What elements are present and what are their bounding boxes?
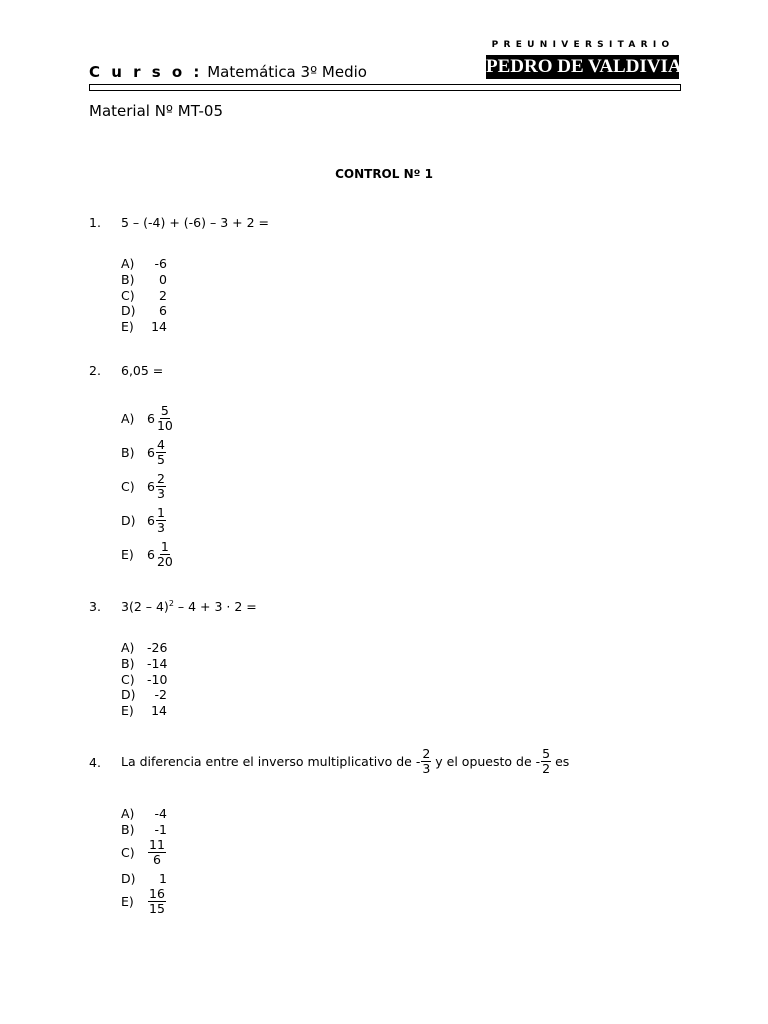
option-whole: 6 (147, 546, 155, 562)
option-value: 2 (159, 287, 167, 303)
option-label: D) (121, 871, 136, 886)
option-value: 1 (159, 871, 167, 886)
q3-text-part: 3(2 – 4) (121, 599, 169, 614)
fraction-denominator: 3 (422, 761, 431, 776)
option-value: -14 (147, 655, 168, 671)
fraction-denominator: 6 (152, 852, 161, 867)
option-value: 14 (151, 319, 167, 335)
fraction-denominator: 3 (156, 486, 165, 501)
fraction-numerator: 5 (160, 403, 169, 418)
fraction-denominator: 5 (156, 452, 165, 467)
option-whole: 6 (147, 478, 155, 494)
option-row (121, 703, 167, 719)
option-value: -6 (154, 256, 167, 271)
fraction-numerator: 4 (156, 437, 165, 452)
q2-option-d (121, 506, 166, 535)
course-label: C u r s o : (89, 63, 203, 81)
q4-text (121, 747, 569, 776)
option-label: B) (121, 655, 135, 671)
fraction-denominator: 2 (542, 761, 551, 776)
option-label: A) (121, 410, 135, 426)
fraction-numerator: 16 (149, 886, 165, 901)
q4-fraction-1 (421, 747, 431, 776)
option-label: D) (121, 687, 136, 703)
fraction (156, 506, 166, 535)
option-row (121, 319, 167, 335)
fraction-numerator: 1 (160, 539, 169, 554)
option-row (121, 256, 167, 272)
q4-option-c (121, 838, 166, 867)
option-row (121, 672, 167, 688)
fraction-numerator: 2 (422, 746, 431, 761)
option-value: -2 (154, 687, 167, 703)
q1-number: 1. (89, 215, 101, 230)
fraction-denominator: 20 (156, 554, 173, 569)
option-label: C) (121, 287, 135, 303)
logo: PEDRO DE VALDIVIA (486, 56, 682, 77)
option-label: C) (121, 671, 135, 687)
option-label: B) (121, 822, 135, 837)
material-code: Material Nº MT-05 (89, 102, 223, 120)
q4-text-part: y el opuesto de - (431, 753, 541, 769)
logo-top-text: PREUNIVERSITARIO (491, 40, 675, 50)
fraction (156, 438, 166, 467)
option-row (121, 303, 167, 319)
option-label: E) (121, 703, 134, 719)
q1-text: 5 – (-4) + (-6) – 3 + 2 = (121, 215, 269, 230)
option-label: C) (121, 478, 135, 494)
option-value: -26 (147, 640, 168, 655)
q3-text-part: – 4 + 3 · 2 = (173, 599, 257, 614)
course-line (89, 63, 367, 81)
option-label: A) (121, 640, 135, 655)
option-label: C) (121, 844, 135, 860)
fraction (148, 887, 166, 916)
fraction-denominator: 10 (156, 418, 173, 433)
q2-number: 2. (89, 363, 101, 378)
q4-fraction-2 (541, 747, 551, 776)
option-whole: 6 (147, 410, 155, 426)
q4-option-e (121, 887, 166, 916)
q3-options (121, 640, 167, 719)
fraction (156, 472, 166, 501)
q3-text (121, 599, 257, 615)
option-value: -10 (147, 671, 168, 687)
option-value: -4 (154, 806, 167, 821)
q2-text: 6,05 = (121, 363, 164, 378)
fraction-numerator: 1 (156, 505, 165, 520)
fraction (156, 404, 174, 433)
page-title: CONTROL Nº 1 (335, 167, 433, 181)
option-value: -1 (154, 822, 167, 837)
q2-option-a (121, 404, 174, 433)
q2-option-e (121, 540, 174, 569)
q2-option-b (121, 438, 166, 467)
q4-option-d (121, 871, 167, 887)
option-whole: 6 (147, 512, 155, 528)
option-whole: 6 (147, 444, 155, 460)
option-row (121, 272, 167, 288)
option-row (121, 656, 167, 672)
q4-option-a (121, 806, 167, 822)
option-row (121, 687, 167, 703)
option-row (121, 640, 167, 656)
fraction-denominator: 3 (156, 520, 165, 535)
option-label: E) (121, 546, 134, 562)
option-label: E) (121, 319, 134, 335)
q1-options (121, 256, 167, 335)
option-label: B) (121, 444, 135, 460)
q3-number: 3. (89, 599, 101, 614)
course-value: Matemática 3º Medio (207, 63, 367, 81)
option-label: E) (121, 893, 134, 909)
fraction-numerator: 5 (542, 746, 551, 761)
fraction (148, 838, 166, 867)
option-label: A) (121, 806, 135, 821)
option-value: 6 (159, 303, 167, 319)
fraction (156, 540, 174, 569)
q4-text-part: es (551, 753, 570, 769)
q4-text-part: La diferencia entre el inverso multiplicativo de - (121, 753, 421, 769)
q3-exponent: 2 (168, 599, 174, 608)
option-value: 14 (151, 703, 167, 719)
option-row (121, 288, 167, 304)
option-label: A) (121, 256, 135, 271)
q2-option-c (121, 472, 166, 501)
header-rule (89, 84, 681, 91)
q4-option-b (121, 822, 167, 838)
option-value: 0 (159, 271, 167, 287)
fraction-numerator: 11 (149, 837, 165, 852)
option-label: D) (121, 512, 136, 528)
option-label: B) (121, 271, 135, 287)
option-label: D) (121, 303, 136, 319)
fraction-numerator: 2 (156, 471, 165, 486)
fraction-denominator: 15 (149, 901, 165, 916)
q4-number: 4. (89, 755, 101, 770)
